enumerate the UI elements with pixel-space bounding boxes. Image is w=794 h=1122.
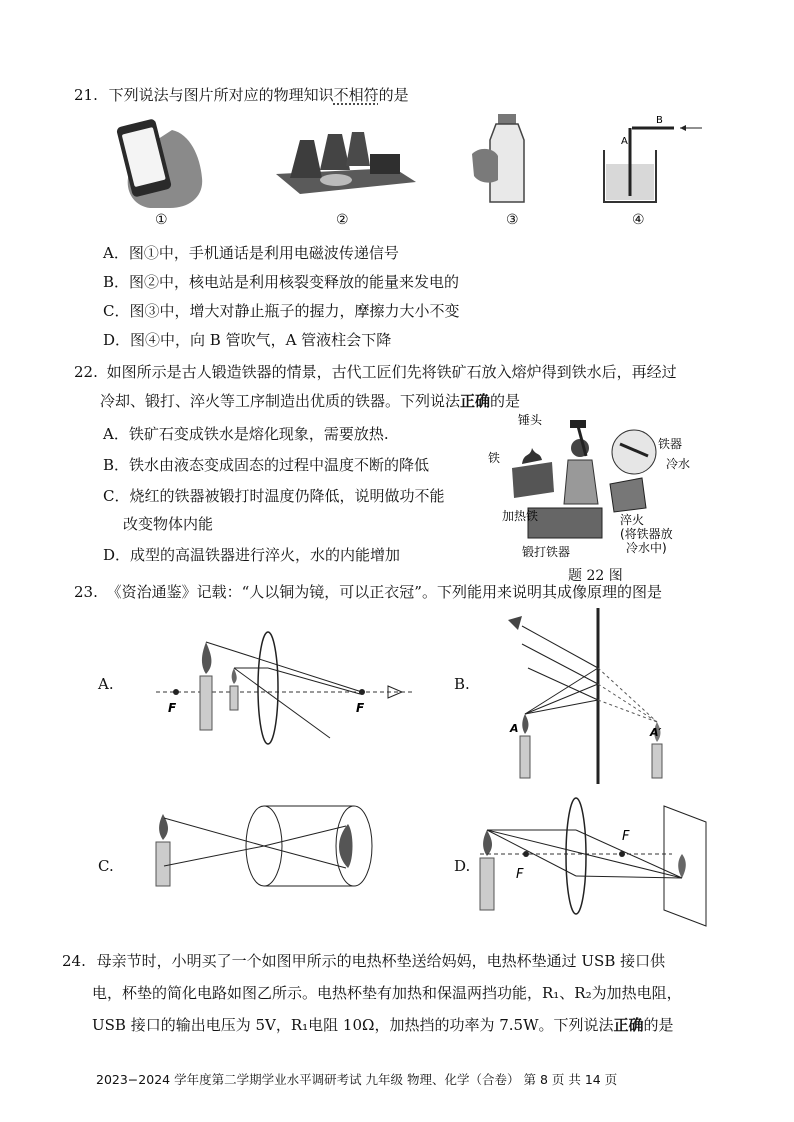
flame-object [483,830,492,856]
q24-line-3-pre: USB 接口的输出电压为 5V，R₁电阻 10Ω，加热挡的功率为 7.5W。下列说法 [92,1016,614,1034]
ray-c4 [264,826,346,846]
furnace [512,462,554,498]
bottle-cap [498,114,516,124]
candle-object [156,842,170,886]
focus-label-right: F [356,701,365,715]
q22-option-c-cont: 改变物体内能 [123,515,214,533]
fig3-label: ③ [506,212,519,228]
q23-diagram-a [150,622,420,750]
q23-option-c-label: C. [98,857,114,875]
q21-option-d: D．图④中，向 B 管吹气，A 管液柱会下降 [103,331,392,349]
q23-number: 23. [74,583,98,601]
ray-b6 [528,668,598,700]
focus-left [523,851,529,857]
flame-object [159,814,168,840]
convex-lens [566,798,586,914]
focus-left [173,689,179,695]
anvil [528,508,602,538]
eye-icon [508,616,522,630]
ray-a3 [268,668,360,694]
ray-c2 [264,846,346,868]
candle-object [480,858,494,910]
q23-diagram-d [476,796,712,932]
fire [522,448,542,464]
phone-in-hand-figure [110,116,210,212]
ray-b5 [522,644,598,684]
turbine-building [370,154,400,174]
q23-option-b-label: B. [454,675,470,693]
q21-stem-emphasis: 不相符 [333,86,379,104]
focus-label-right: F [622,829,630,844]
focus-right [619,851,625,857]
label-quench: 淬火 [620,513,645,527]
q22-option-b: B．铁水由液态变成固态的过程中温度不断的降低 [103,456,430,474]
q24-line-3-post: 的是 [643,1016,674,1034]
ray-d4 [487,830,576,876]
candle-image [652,744,662,778]
q24-line-3 [92,1015,674,1035]
q22-stem-1: 如图所示是古人锻造铁器的情景，古代工匠们先将铁矿石放入熔炉得到铁水后，再经过 [106,363,677,381]
cooling-tower-3 [346,132,370,166]
cooling-tower-1 [290,140,322,178]
virtual-ray-1 [598,668,657,722]
tube-b-label: B [656,115,663,126]
image-label: A′ [650,726,662,739]
reactor-dome [320,174,352,186]
q24-line-1-text: 母亲节时，小明买了一个如图甲所示的电热杯垫送给妈妈，电热杯垫通过 USB 接口供 [96,952,666,970]
q21-option-c: C．图③中，增大对静止瓶子的握力，摩擦力大小不变 [103,302,460,320]
fig4-label: ④ [632,212,645,228]
q21-option-a: A．图①中，手机通话是利用电磁波传递信号 [103,244,399,262]
label-iron: 铁 [488,451,501,465]
q23-stem [74,582,662,602]
fig1-label: ① [155,212,168,228]
label-quench-note-1: (将铁器放 [620,527,673,541]
q22-number: 22. [74,363,98,381]
label-forging: 锻打铁器 [522,545,571,559]
candle-object [520,736,530,778]
label-tool: 铁器 [658,437,683,451]
q24-number: 24. [62,952,86,970]
q21-option-b: B．图②中，核电站是利用核裂变释放的能量来发电的 [103,273,460,291]
label-quench-note-2: 冷水中) [626,541,667,555]
blow-arrow-head [680,125,686,131]
q24-line-3-bold: 正确 [613,1016,644,1034]
label-cold-water: 冷水 [666,457,691,471]
inverted-image [339,824,353,868]
candle-image [200,676,212,730]
q22-option-a: A．铁矿石变成铁水是熔化现象，需要放热. [103,425,389,443]
smith-body [564,460,598,504]
quench-detail-circle [612,430,656,474]
q22-stem-line1 [74,362,677,382]
ray-d5 [576,876,682,878]
ray-b2 [525,684,598,714]
q22-stem-2-bold: 正确 [460,392,491,410]
page-footer: 2023−2024 学年度第二学期学业水平调研考试 九年级 物理、化学（合卷） 第 8 页 共 14 页 [96,1072,618,1087]
q22-stem-2-post: 的是 [490,392,521,410]
q22-option-d: D．成型的高温铁器进行淬火，水的内能增加 [103,546,401,564]
gripping-hand [472,149,498,183]
flame-image [202,642,212,674]
ray-b4 [522,626,598,668]
q21-stem [74,85,409,105]
q23-option-a-label: A. [98,675,114,693]
q24-line-2: 电，杯垫的简化电路如图乙所示。电热杯垫有加热和保温两挡功能，R₁、R₂为加热电阻， [92,984,682,1002]
label-heating: 加热铁 [502,509,539,523]
flame-object [232,668,237,684]
real-image-flame [678,854,686,878]
forging-scene-figure [482,412,712,564]
q22-option-c: C．烧红的铁器被锻打时温度仍降低，说明做功不能 [103,487,445,505]
q22-stem-2-pre: 冷却、锻打、淬火等工序制造出优质的铁器。下列说法 [100,392,461,410]
cooling-tower-2 [320,134,350,170]
q23-diagram-c [150,800,390,896]
fig2-label: ② [336,212,349,228]
q22-stem-line2 [100,391,520,411]
candle-object [230,686,238,710]
tube-a-label: A [621,136,628,147]
q21-stem-post: 的是 [378,86,409,104]
q22-caption: 题 22 图 [568,568,623,584]
q23-option-d-label: D. [454,857,471,875]
bottle-in-hand-figure [468,110,538,208]
virtual-ray-3 [598,700,657,722]
nuclear-plant-figure [270,124,420,204]
virtual-ray-2 [598,684,657,722]
q23-stem-text: 《资治通鉴》记载：“人以铜为镜，可以正衣冠”。下列能用来说明其成像原理的图是 [106,583,662,601]
label-hammer: 锤头 [518,413,543,427]
focus-label-left: F [516,867,524,882]
focus-right [359,689,365,695]
water-bucket [610,478,646,512]
q23-diagram-b [500,608,710,788]
ray-c3 [164,846,264,866]
ray-a4 [234,668,330,738]
focus-label-left: F [168,701,177,715]
q21-number: 21. [74,86,98,104]
q21-stem-pre: 下列说法与图片所对应的物理知识 [108,86,334,104]
hammer-head [570,420,586,428]
flame-object [522,714,528,734]
q24-line-1 [62,951,665,971]
source-label: A [510,722,519,735]
ray-a1 [206,642,362,692]
beaker-tubes-figure [596,112,706,208]
